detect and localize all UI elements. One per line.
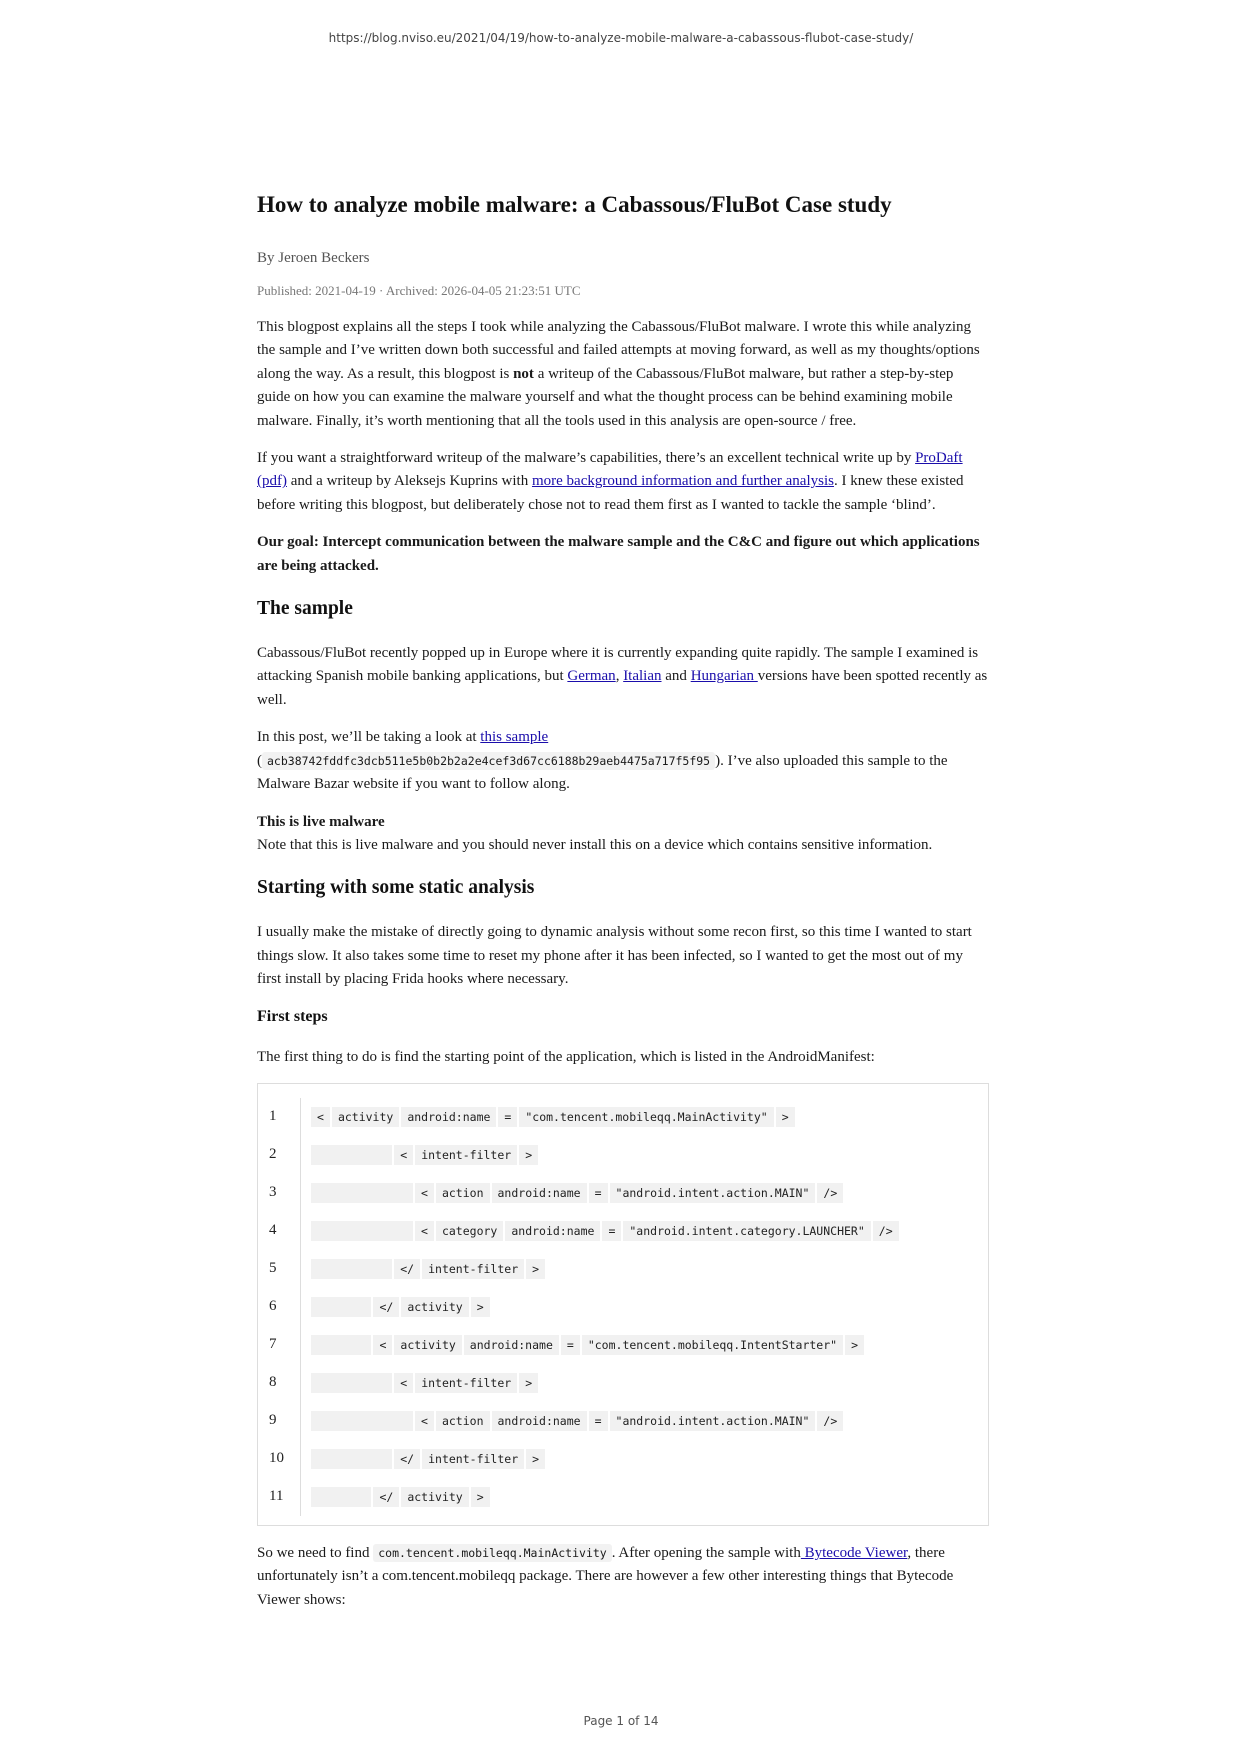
code-token: > (519, 1145, 538, 1165)
goal-paragraph: Our goal: Intercept communication between the malware sample and the C&C and figure out which applications are being attacked. (257, 534, 980, 574)
code-token: activity (401, 1487, 468, 1507)
code-indent (311, 1145, 392, 1165)
sample-heading: The sample (257, 598, 353, 620)
code-token: activity (394, 1335, 461, 1355)
code-token: = (602, 1221, 621, 1241)
publish-meta: Published: 2021-04-19 · Archived: 2026-04-05 21:23:51 UTC (257, 283, 581, 298)
page-number: Page 1 of 14 (583, 1714, 659, 1728)
code-token: android:name (401, 1107, 496, 1127)
code-token: /> (873, 1221, 899, 1241)
code-token: activity (401, 1297, 468, 1317)
code-token: android:name (492, 1183, 587, 1203)
writeups-paragraph: If you want a straightforward writeup of the malware’s capabilities, there’s an excellent technical write up by ProDaft (pdf) and a writeup by Aleksejs Kuprins with more background information and further analysis. I knew these existed before writing this blogpost, but deliberately chose not to read them first as I wanted to tackle the sample ‘blind’. (257, 450, 964, 513)
code-content (300, 1440, 988, 1478)
code-token: < (415, 1411, 434, 1431)
code-content (300, 1402, 988, 1440)
code-content (300, 1326, 988, 1364)
code-token: </ (394, 1449, 420, 1469)
code-indent (311, 1221, 413, 1241)
code-indent (311, 1183, 413, 1203)
code-line (258, 1212, 988, 1250)
code-token: intent-filter (422, 1259, 524, 1279)
code-token: action (436, 1411, 490, 1431)
code-token: "com.tencent.mobileqq.IntentStarter" (582, 1335, 843, 1355)
background-analysis-link[interactable]: more background information and further analysis (531, 473, 834, 490)
code-token: /> (817, 1183, 843, 1203)
code-line (258, 1136, 988, 1174)
code-token: android:name (492, 1411, 587, 1431)
sample-hash: acb38742fddfc3dcb511e5b0b2b2a2e4cef3d67cc6188b29aeb4475a717f5f95 (262, 752, 715, 770)
code-indent (311, 1449, 392, 1469)
hungarian-link[interactable]: Hungarian (690, 668, 758, 685)
line-number: 11 (269, 1488, 284, 1505)
code-token: = (498, 1107, 517, 1127)
line-number: 7 (269, 1336, 277, 1353)
code-token: > (845, 1335, 864, 1355)
bytecode-viewer-link[interactable]: Bytecode Viewer (800, 1544, 908, 1561)
code-token: </ (394, 1259, 420, 1279)
code-line (258, 1098, 988, 1136)
line-number: 5 (269, 1260, 277, 1277)
code-token: activity (332, 1107, 399, 1127)
line-number: 1 (269, 1108, 277, 1125)
code-line (258, 1478, 988, 1516)
code-content (300, 1364, 988, 1402)
article (257, 190, 989, 1626)
code-token: = (561, 1335, 580, 1355)
this-sample-link[interactable]: this sample (480, 729, 549, 746)
code-content (300, 1174, 988, 1212)
code-token: android:name (505, 1221, 600, 1241)
code-token: > (471, 1297, 490, 1317)
code-token: </ (373, 1487, 399, 1507)
intro-paragraph: This blogpost explains all the steps I took while analyzing the Cabassous/FluBot malware. I wrote this while analyzing the sample and I’ve written down both successful and failed attempts at moving forward, as well as my thoughts/options along the way. As a result, this blogpost is not a writeup of the Cabassous/FluBot malware, but rather a step-by-step guide on how you can examine the malware yourself and what the thought process can be behind examining mobile malware. Finally, it’s worth mentioning that all the tools used in this analysis are open-source / free. (257, 319, 980, 429)
live-malware-note: This is live malware Note that this is live malware and you should never install this on a device which contains sensitive information. (257, 813, 933, 853)
code-token: category (436, 1221, 503, 1241)
code-line (258, 1288, 988, 1326)
code-token: < (394, 1373, 413, 1393)
code-token: = (589, 1411, 608, 1431)
code-token: = (589, 1183, 608, 1203)
code-token: android:name (464, 1335, 559, 1355)
code-token: action (436, 1183, 490, 1203)
sample-paragraph: Cabassous/FluBot recently popped up in Europe where it is currently expanding quite rapidly. The sample I examined is attacking Spanish mobile banking applications, but German, Italian and Hungarian versions have been spotted recently as well. (257, 645, 988, 708)
code-line (258, 1174, 988, 1212)
code-token: < (311, 1107, 330, 1127)
code-token: < (373, 1335, 392, 1355)
line-number: 6 (269, 1298, 277, 1315)
german-link[interactable]: German (567, 668, 616, 685)
live-malware-title: This is live malware (257, 813, 385, 830)
after-code-paragraph: So we need to find com.tencent.mobileqq.MainActivity . After opening the sample with Bytecode Viewer, there unfortunately isn’t a com.tencent.mobileqq package. There are however a few other interesting things that Bytecode Viewer shows: (257, 1544, 954, 1608)
manifest-code-block (257, 1083, 989, 1526)
code-line (258, 1250, 988, 1288)
static-analysis-heading: Starting with some static analysis (257, 877, 535, 899)
static-paragraph: I usually make the mistake of directly going to dynamic analysis without some recon first, so this time I wanted to start things slow. It also takes some time to reset my phone after it has been infected, so I wanted to get the most out of my first install by placing Frida hooks where necessary. (257, 924, 972, 988)
code-token: < (415, 1183, 434, 1203)
line-number: 4 (269, 1222, 277, 1239)
url-header: https://blog.nviso.eu/2021/04/19/how-to-analyze-mobile-malware-a-cabassous-flubot-case-study/ (328, 31, 914, 45)
code-content (300, 1098, 988, 1136)
code-content (300, 1212, 988, 1250)
code-indent (311, 1487, 371, 1507)
italian-link[interactable]: Italian (623, 668, 662, 685)
code-token: "android.intent.action.MAIN" (610, 1183, 816, 1203)
code-token: > (519, 1373, 538, 1393)
line-number: 10 (269, 1450, 284, 1467)
code-token: > (471, 1487, 490, 1507)
code-token: </ (373, 1297, 399, 1317)
prodaft-link[interactable]: ProDaft (pdf) (257, 450, 963, 490)
code-indent (311, 1373, 392, 1393)
code-token: > (526, 1449, 545, 1469)
code-indent (311, 1259, 392, 1279)
manifest-intro-paragraph: The first thing to do is find the starting point of the application, which is listed in the AndroidManifest: (257, 1048, 875, 1065)
sample-hash-paragraph: In this post, we’ll be taking a look at this sample ( acb38742fddfc3dcb511e5b0b2b2a2e4cef3d67cc6188b29aeb4475a717f5f95 ). I’ve also uploaded this sample to the Malware Bazar website if you want to follow along. (257, 729, 948, 793)
code-token: /> (817, 1411, 843, 1431)
code-content (300, 1136, 988, 1174)
code-token: < (394, 1145, 413, 1165)
code-token: "android.intent.category.LAUNCHER" (623, 1221, 870, 1241)
code-token: intent-filter (422, 1449, 524, 1469)
code-content (300, 1478, 988, 1516)
code-line (258, 1364, 988, 1402)
line-number: 3 (269, 1184, 277, 1201)
code-token: "com.tencent.mobileqq.MainActivity" (519, 1107, 773, 1127)
code-content (300, 1288, 988, 1326)
page-title: How to analyze mobile malware: a Cabassous/FluBot Case study (257, 192, 892, 217)
code-token: > (776, 1107, 795, 1127)
code-line (258, 1402, 988, 1440)
code-content (300, 1250, 988, 1288)
code-token: intent-filter (415, 1145, 517, 1165)
line-number: 8 (269, 1374, 277, 1391)
first-steps-heading: First steps (257, 1007, 328, 1025)
code-line (258, 1440, 988, 1478)
code-token: intent-filter (415, 1373, 517, 1393)
code-token: "android.intent.action.MAIN" (610, 1411, 816, 1431)
code-indent (311, 1297, 371, 1317)
main-activity-code: com.tencent.mobileqq.MainActivity (373, 1544, 611, 1562)
code-token: > (526, 1259, 545, 1279)
code-token: < (415, 1221, 434, 1241)
byline: By Jeroen Beckers (257, 250, 370, 266)
code-indent (311, 1335, 371, 1355)
line-number: 2 (269, 1146, 277, 1163)
code-indent (311, 1411, 413, 1431)
code-line (258, 1326, 988, 1364)
line-number: 9 (269, 1412, 277, 1429)
